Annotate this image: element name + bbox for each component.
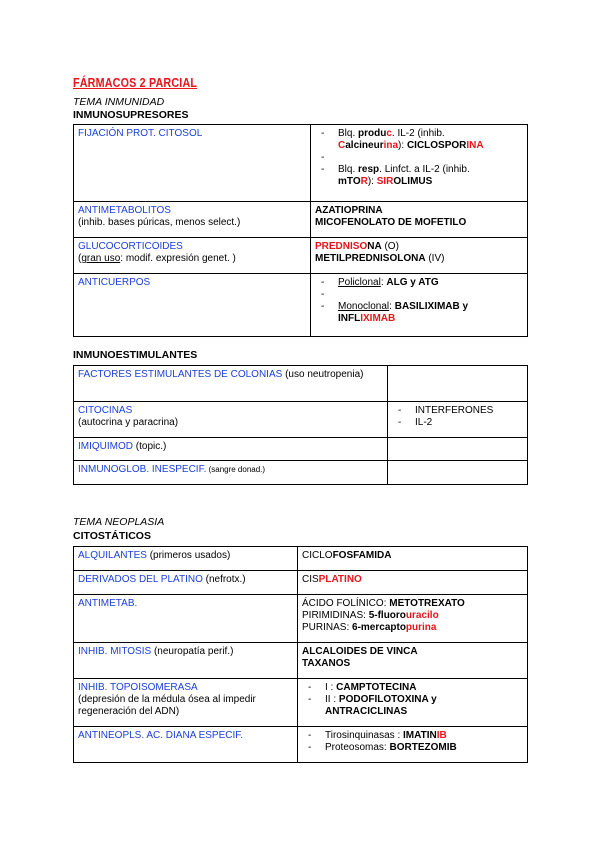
row-value-cell — [388, 366, 528, 402]
list-item: - Blq. resp. Linfct. a IL-2 (inhib. mTOR): SIROLIMUS — [315, 164, 523, 188]
row-label-cell — [74, 238, 311, 274]
row-label-cell: CITOCINAS (autocrina y paracrina) — [74, 402, 388, 438]
list-item: - Policlonal: ALG y ATG — [315, 277, 523, 289]
row-label: IMIQUIMOD — [78, 441, 133, 452]
row-label-cell: INMUNOGLOB. INESPECIF. (sangre donad.) — [74, 461, 388, 485]
table-row — [74, 547, 528, 571]
row-note: (inhib. bases púricas, menos select.) — [78, 217, 241, 228]
list-item: - INTERFERONES — [392, 405, 523, 417]
theme-neoplasia: TEMA NEOPLASIA — [73, 516, 165, 528]
table-row — [74, 202, 528, 238]
row-label: DERIVADOS DEL PLATINO — [78, 574, 203, 585]
row-value-cell — [298, 727, 528, 763]
row-label: ANTICUERPOS — [78, 277, 151, 288]
table-row — [74, 571, 528, 595]
row-value-cell — [311, 125, 528, 202]
theme-inmunidad: TEMA INMUNIDAD — [73, 96, 165, 108]
list-item: - Proteosomas: BORTEZOMIB — [302, 742, 523, 754]
row-label: FIJACIÓN PROT. CITOSOL — [78, 128, 203, 139]
table-row — [74, 238, 528, 274]
row-value-cell — [388, 402, 528, 438]
row-value-cell — [388, 438, 528, 461]
row-value-cell — [311, 274, 528, 337]
list-item: - Monoclonal: BASILIXIMAB y INFLIXIMAB — [315, 301, 523, 325]
list-item: - Blq. produc. IL-2 (inhib. Calcineurina): CICLOSPORINA — [315, 128, 523, 152]
list-item: - II : PODOFILOTOXINA y ANTRACICLINAS — [302, 694, 523, 718]
document-title: FÁRMACOS 2 PARCIAL — [73, 76, 198, 90]
row-label-cell: IMIQUIMOD (topic.) — [74, 438, 388, 461]
list-item: - Tirosinquinasas : IMATINIB — [302, 730, 523, 742]
row-label: ANTINEOPLS. AC. DIANA ESPECIF. — [78, 730, 244, 741]
inmunoestimulantes-table — [73, 365, 528, 485]
table-row — [74, 125, 528, 202]
table-row — [74, 727, 528, 763]
row-label-cell: INHIB. TOPOISOMERASA (depresión de la médula ósea al impedir regeneración del ADN) — [74, 679, 298, 727]
row-label: ANTIMETAB. — [78, 598, 138, 609]
row-value-cell — [388, 461, 528, 485]
table-row — [74, 595, 528, 643]
row-label-cell — [74, 727, 298, 763]
inmunosupresores-table — [73, 124, 528, 337]
table-row — [74, 402, 528, 438]
heading-inmunoestimulantes: INMUNOESTIMULANTES — [73, 349, 198, 361]
row-label-cell: INHIB. MITOSIS (neuropatía perif.) — [74, 643, 298, 679]
row-value-cell — [311, 202, 528, 238]
row-label: ANTIMETABOLITOS — [78, 205, 171, 216]
row-label: INHIB. TOPOISOMERASA — [78, 682, 198, 693]
row-value-cell: ÁCIDO FOLÍNICO: METOTREXATO PIRIMIDINAS: 5-fluorouracilo PURINAS: 6-mercaptopurina — [298, 595, 528, 643]
row-note: (gran uso: modif. expresión genet. ) — [78, 253, 236, 264]
row-label-cell — [74, 595, 298, 643]
list-item: - I : CAMPTOTECINA — [302, 682, 523, 694]
drug-name: AZATIOPRINA — [315, 205, 383, 216]
row-value-cell: PREDNISONA (O) METILPREDNISOLONA (IV) — [311, 238, 528, 274]
table-row — [74, 438, 528, 461]
table-row — [74, 643, 528, 679]
row-label: INHIB. MITOSIS — [78, 646, 152, 657]
table-row — [74, 461, 528, 485]
row-label-cell — [74, 125, 311, 202]
row-label-cell: DERIVADOS DEL PLATINO (nefrotx.) — [74, 571, 298, 595]
table-row — [74, 274, 528, 337]
row-label: INMUNOGLOB. INESPECIF. — [78, 464, 207, 475]
heading-citostaticos: CITOSTÁTICOS — [73, 530, 151, 542]
citostaticos-table — [73, 546, 528, 763]
row-label-cell: FACTORES ESTIMULANTES DE COLONIAS (uso neutropenia) — [74, 366, 388, 402]
row-value-cell: CICLOFOSFAMIDA — [298, 547, 528, 571]
drug-name: MICOFENOLATO DE MOFETILO — [315, 217, 467, 228]
list-item: - IL-2 — [392, 417, 523, 429]
row-value-cell: CISPLATINO — [298, 571, 528, 595]
row-label: ALQUILANTES — [78, 550, 147, 561]
row-label: FACTORES ESTIMULANTES DE COLONIAS — [78, 369, 283, 380]
row-label-cell — [74, 274, 311, 337]
row-label: GLUCOCORTICOIDES — [78, 241, 183, 252]
row-label: CITOCINAS — [78, 405, 133, 416]
table-row — [74, 366, 528, 402]
row-value-cell — [298, 679, 528, 727]
row-label-cell: ALQUILANTES (primeros usados) — [74, 547, 298, 571]
row-value-cell: ALCALOIDES DE VINCA TAXANOS — [298, 643, 528, 679]
spacer — [315, 289, 523, 301]
heading-inmunosupresores: INMUNOSUPRESORES — [73, 109, 189, 121]
spacer — [315, 152, 523, 164]
row-label-cell — [74, 202, 311, 238]
table-row — [74, 679, 528, 727]
